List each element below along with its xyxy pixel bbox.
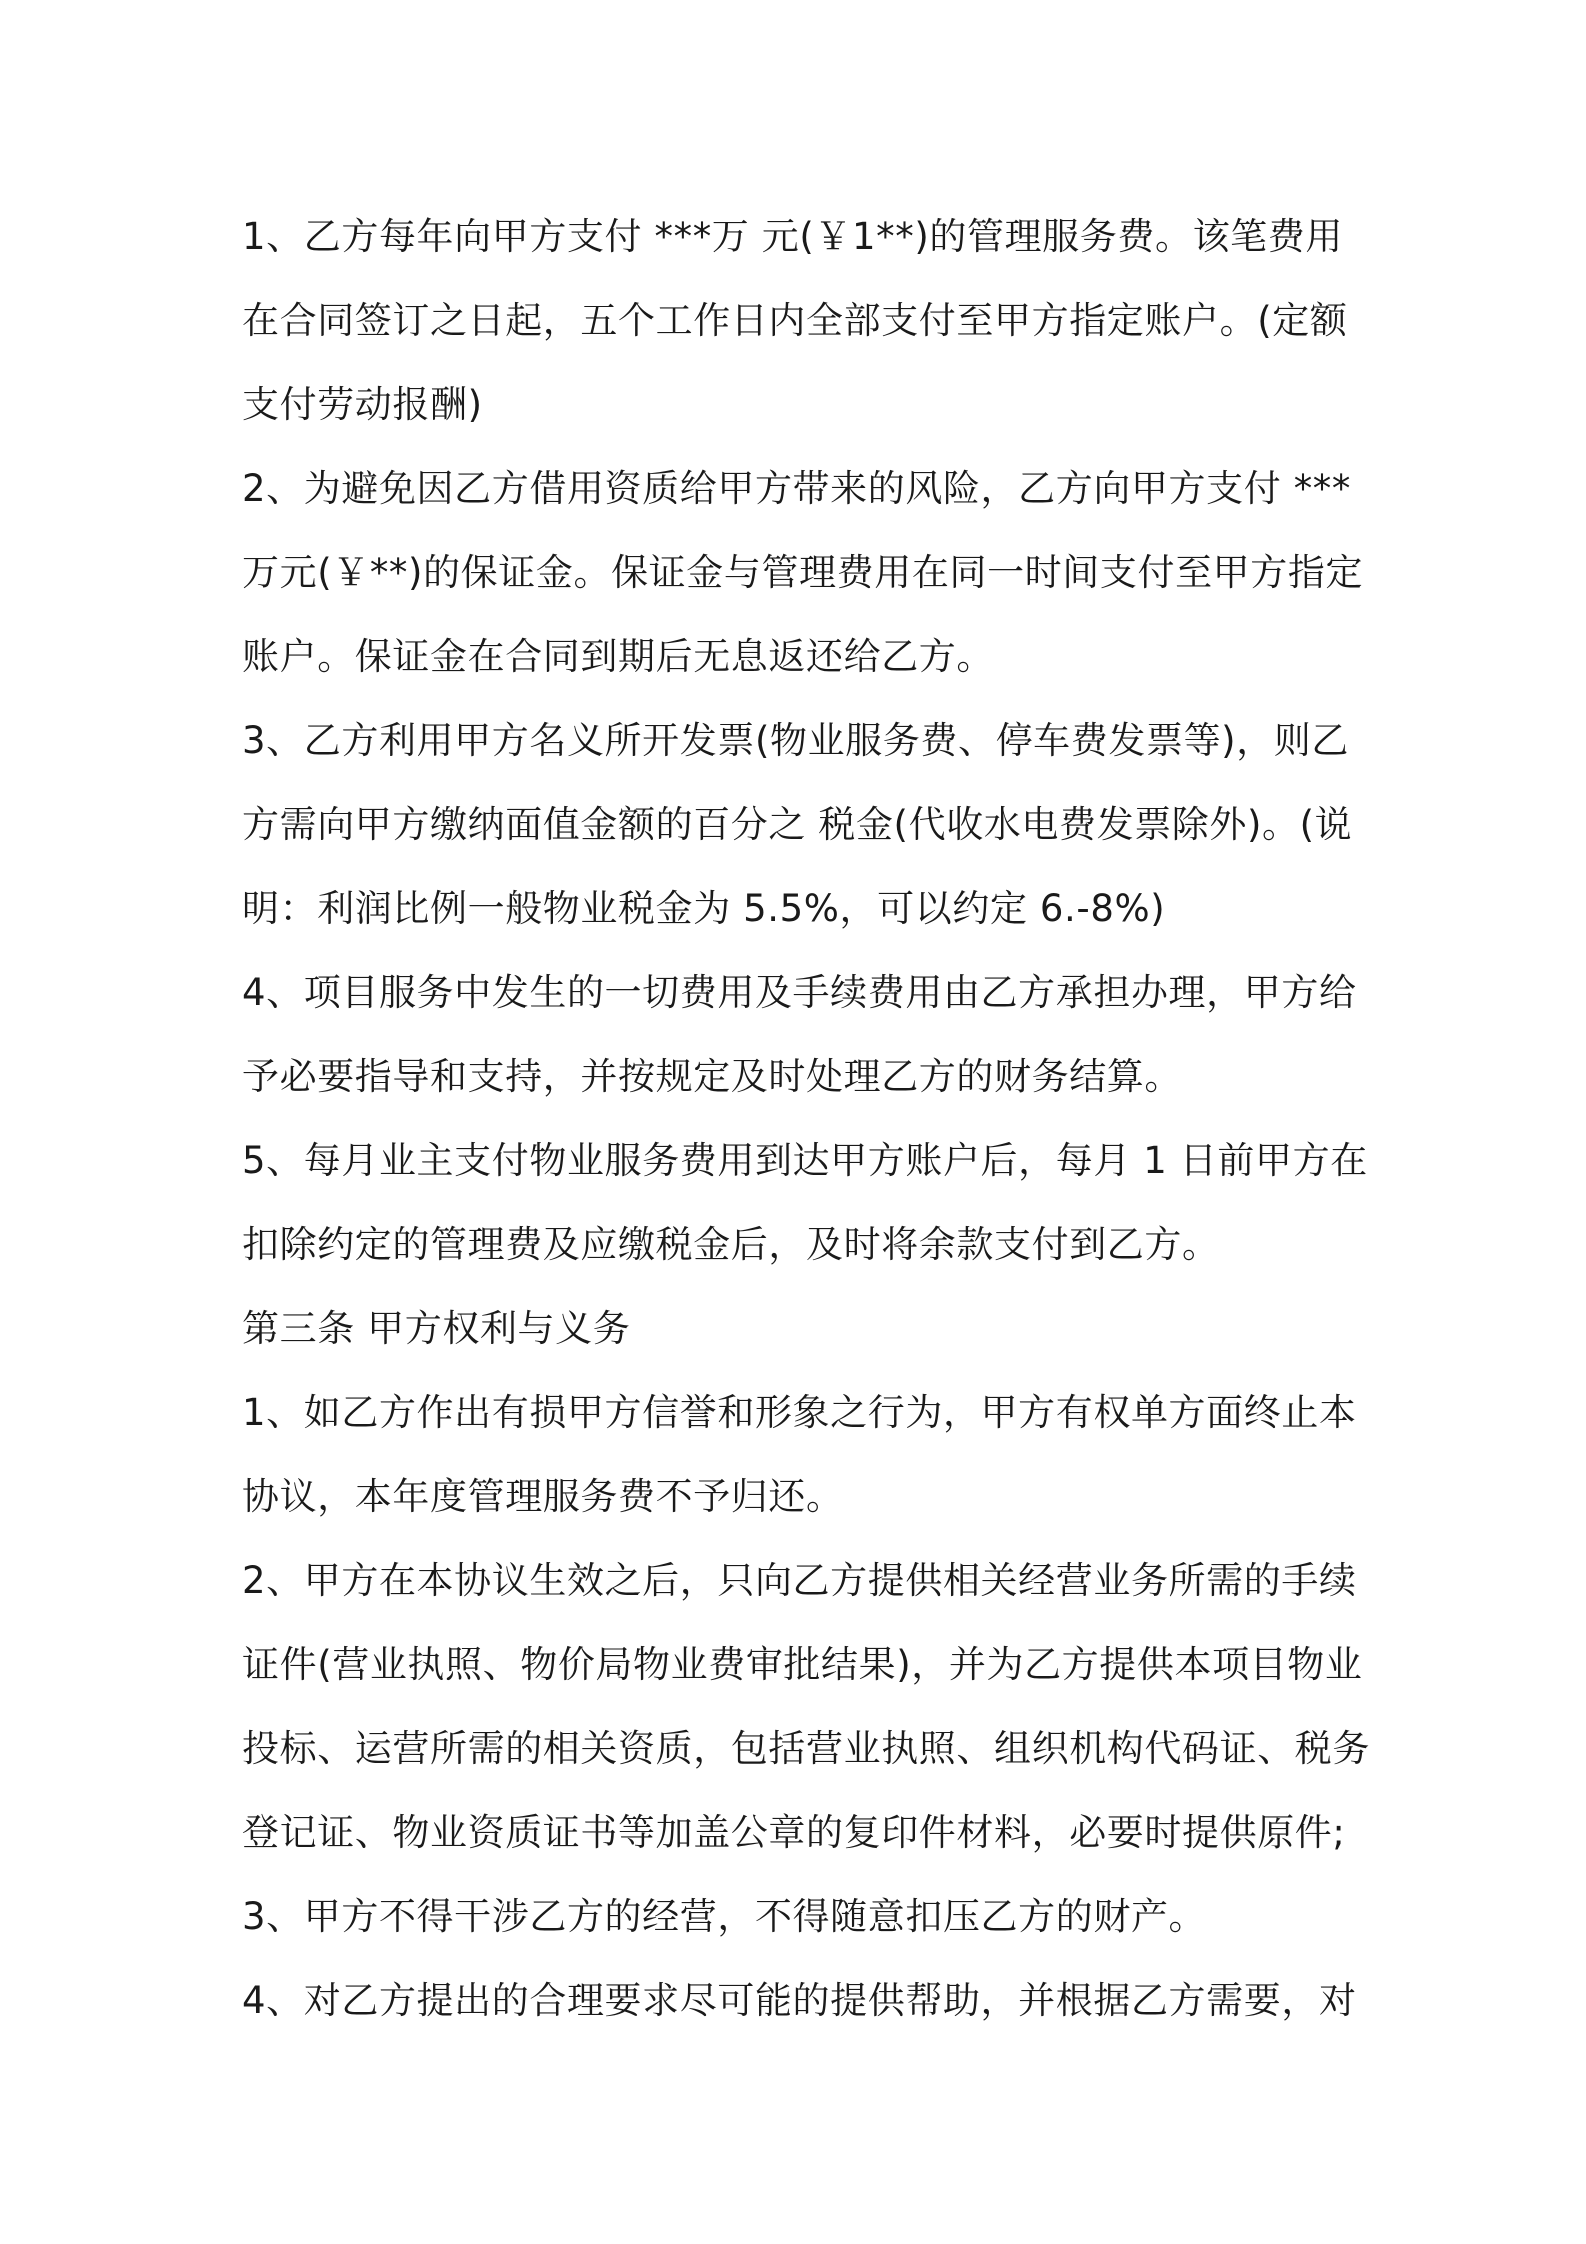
section-item-1-line-2: 协议，本年度管理服务费不予归还。 <box>242 1475 844 1518</box>
paragraph-5-line-1: 5、每月业主支付物业服务费用到达甲方账户后，每月 1 日前甲方在 <box>242 1139 1368 1182</box>
paragraph-4-line-1: 4、项目服务中发生的一切费用及手续费用由乙方承担办理，甲方给 <box>242 971 1357 1014</box>
section-item-4-line-1: 4、对乙方提出的合理要求尽可能的提供帮助，并根据乙方需要，对 <box>242 1979 1357 2022</box>
paragraph-2-line-3: 账户。保证金在合同到期后无息返还给乙方。 <box>242 635 994 678</box>
section-item-2-line-1: 2、甲方在本协议生效之后，只向乙方提供相关经营业务所需的手续 <box>242 1559 1357 1602</box>
document-body <box>242 195 1370 2043</box>
section-item-2-line-2: 证件(营业执照、物价局物业费审批结果)，并为乙方提供本项目物业 <box>242 1643 1363 1686</box>
paragraph-1-line-1: 1、乙方每年向甲方支付 ***万 元(￥1**)的管理服务费。该笔费用 <box>242 215 1343 258</box>
paragraph-1-line-2: 在合同签订之日起，五个工作日内全部支付至甲方指定账户。(定额 <box>242 299 1348 342</box>
paragraph-2-line-1: 2、为避免因乙方借用资质给甲方带来的风险，乙方向甲方支付 *** <box>242 467 1351 510</box>
paragraph-3-line-2: 方需向甲方缴纳面值金额的百分之 税金(代收水电费发票除外)。(说 <box>242 803 1353 846</box>
section-item-2-line-4: 登记证、物业资质证书等加盖公章的复印件材料，必要时提供原件; <box>242 1811 1346 1854</box>
paragraph-4-line-2: 予必要指导和支持，并按规定及时处理乙方的财务结算。 <box>242 1055 1182 1098</box>
section-item-2-line-3: 投标、运营所需的相关资质，包括营业执照、组织机构代码证、税务 <box>242 1727 1370 1770</box>
section-item-1-line-1: 1、如乙方作出有损甲方信誉和形象之行为，甲方有权单方面终止本 <box>242 1391 1357 1434</box>
paragraph-2-line-2: 万元(￥**)的保证金。保证金与管理费用在同一时间支付至甲方指定 <box>242 551 1364 594</box>
section-heading: 第三条 甲方权利与义务 <box>242 1307 631 1350</box>
paragraph-3-line-3: 明：利润比例一般物业税金为 5.5%，可以约定 6.-8%) <box>242 887 1166 930</box>
paragraph-3-line-1: 3、乙方利用甲方名义所开发票(物业服务费、停车费发票等)，则乙 <box>242 719 1350 762</box>
paragraph-5-line-2: 扣除约定的管理费及应缴税金后，及时将余款支付到乙方。 <box>242 1223 1220 1266</box>
paragraph-1-line-3: 支付劳动报酬) <box>242 383 483 426</box>
section-item-3-line-1: 3、甲方不得干涉乙方的经营，不得随意扣压乙方的财产。 <box>242 1895 1207 1938</box>
